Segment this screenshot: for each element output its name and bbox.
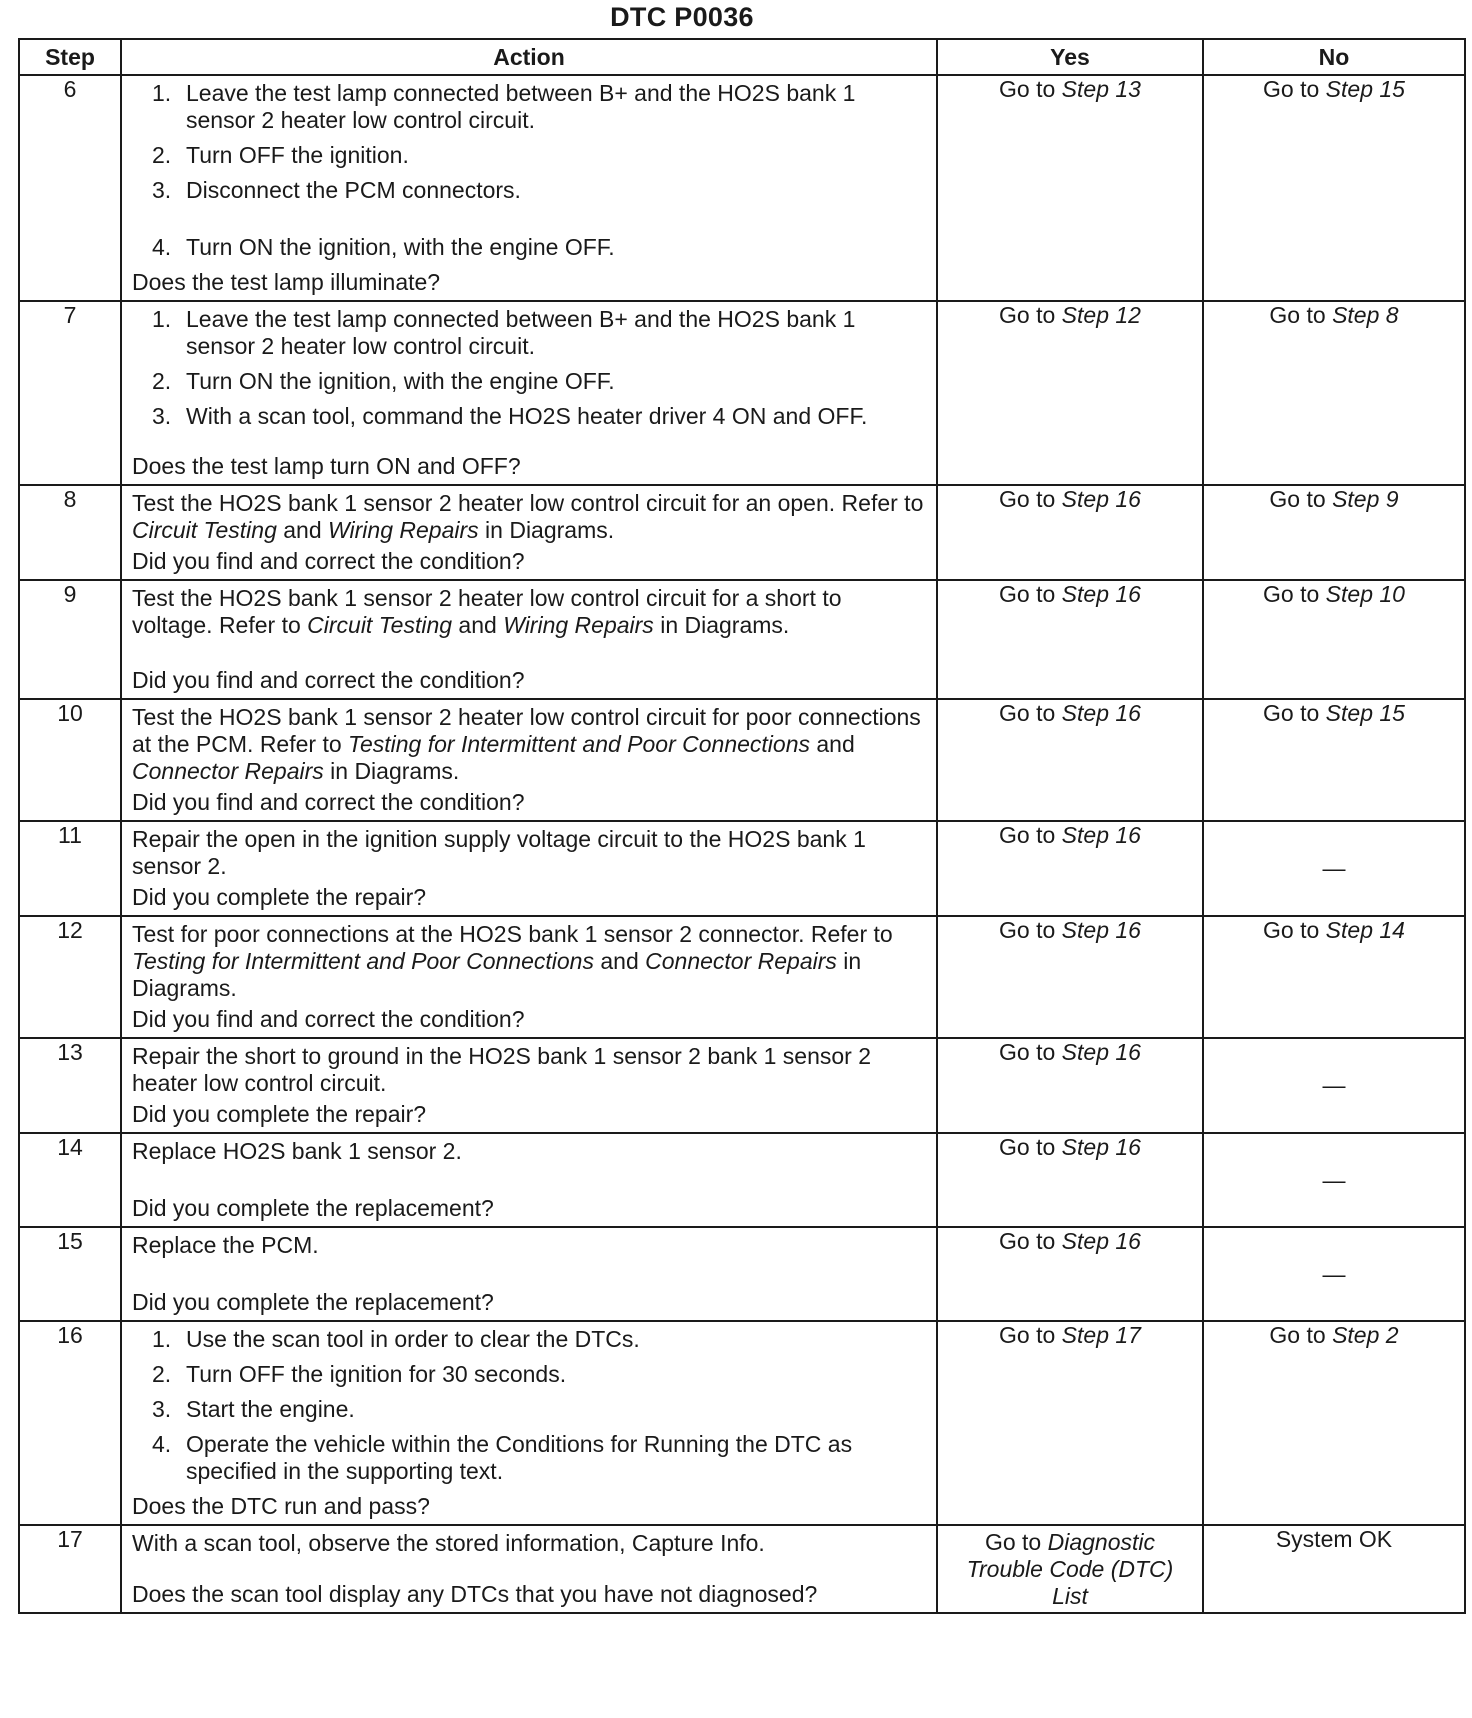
header-action: Action: [121, 39, 937, 75]
procedure-item: [132, 403, 926, 430]
step-number: 14: [19, 1133, 121, 1227]
yes-result-target: Diagnostic Trouble Code (DTC) List: [966, 1528, 1174, 1609]
no-result-prefix: System OK: [1275, 1526, 1393, 1552]
action-question: Did you complete the repair?: [132, 884, 427, 910]
no-result-target: Step 15: [1325, 76, 1405, 102]
yes-result: [937, 699, 1203, 821]
no-result: [1203, 301, 1465, 485]
procedure-item: [132, 80, 926, 134]
no-result-target: Step 15: [1325, 700, 1405, 726]
instruction-text: in Diagrams.: [653, 612, 790, 638]
no-result: [1203, 1321, 1465, 1525]
yes-result: [937, 580, 1203, 699]
action-question: Does the test lamp illuminate?: [132, 269, 441, 295]
no-result-prefix: Go to: [1263, 700, 1326, 726]
yes-result: [937, 1038, 1203, 1133]
step-number: 13: [19, 1038, 121, 1133]
yes-result-prefix: Go to: [999, 917, 1062, 943]
table-row: [19, 1038, 1465, 1133]
instruction-text: Test for poor connections at the HO2S bank 1 sensor 2 connector. Refer to: [132, 921, 893, 947]
no-result-prefix: Go to: [1269, 1322, 1333, 1348]
procedure-item-text: Turn ON the ignition, with the engine OFF.: [186, 234, 615, 260]
yes-result-target: Step 12: [1061, 302, 1141, 328]
no-result: [1203, 1133, 1465, 1227]
procedure-item: [132, 306, 926, 360]
action-instruction: [132, 1232, 926, 1259]
action-cell: [121, 1227, 937, 1321]
no-result-target: Step 10: [1325, 581, 1405, 607]
instruction-text: and: [593, 948, 646, 974]
procedure-list: [132, 1326, 926, 1485]
reference-link-text: Wiring Repairs: [328, 517, 479, 543]
action-cell: [121, 916, 937, 1038]
yes-result-target: Step 16: [1061, 486, 1141, 512]
yes-result-prefix: Go to: [999, 1322, 1062, 1348]
procedure-item-number: 2.: [152, 142, 172, 168]
yes-result: [937, 1525, 1203, 1613]
table-row: [19, 821, 1465, 916]
action-cell: [121, 1321, 937, 1525]
yes-result: [937, 1133, 1203, 1227]
instruction-text: Repair the short to ground in the HO2S bank 1 sensor 2 bank 1 sensor 2 heater low control circuit.: [132, 1043, 871, 1096]
action-cell: [121, 301, 937, 485]
action-instruction: [132, 921, 926, 1002]
yes-result: [937, 1321, 1203, 1525]
yes-result-prefix: Go to: [999, 486, 1062, 512]
yes-result: [937, 821, 1203, 916]
no-result-target: Step 9: [1332, 486, 1399, 512]
action-cell: [121, 75, 937, 301]
yes-result-prefix: Go to: [999, 581, 1062, 607]
yes-result-prefix: Go to: [999, 302, 1062, 328]
action-cell: [121, 1038, 937, 1133]
yes-result-target: Step 13: [1061, 76, 1141, 102]
no-result: [1203, 1038, 1465, 1133]
procedure-list: [132, 80, 926, 261]
yes-result-target: Step 16: [1061, 581, 1141, 607]
no-result: [1203, 821, 1465, 916]
procedure-item-text: Leave the test lamp connected between B+ and the HO2S bank 1 sensor 2 heater low control circuit.: [186, 306, 856, 359]
procedure-item-text: Use the scan tool in order to clear the DTCs.: [186, 1326, 640, 1352]
action-question: Did you complete the repair?: [132, 1101, 427, 1127]
no-result-prefix: Go to: [1263, 917, 1326, 943]
procedure-item-text: With a scan tool, command the HO2S heater driver 4 ON and OFF.: [186, 403, 868, 429]
procedure-item: [132, 177, 926, 204]
yes-result: [937, 75, 1203, 301]
no-result-prefix: Go to: [1263, 581, 1326, 607]
reference-link-text: Connector Repairs: [132, 758, 324, 784]
action-instruction: [132, 826, 926, 880]
step-number: 17: [19, 1525, 121, 1613]
header-no: No: [1203, 39, 1465, 75]
instruction-text: in Diagrams.: [132, 948, 862, 1001]
yes-result-target: Step 16: [1061, 1039, 1141, 1065]
procedure-item-number: 3.: [152, 1396, 172, 1422]
action-instruction: [132, 704, 926, 785]
step-number: 11: [19, 821, 121, 916]
no-result-prefix: Go to: [1269, 486, 1333, 512]
reference-link-text: Testing for Intermittent and Poor Connections: [132, 948, 594, 974]
procedure-item-text: Turn OFF the ignition for 30 seconds.: [186, 1361, 567, 1387]
instruction-text: and: [452, 612, 504, 638]
procedure-list: [132, 306, 926, 430]
procedure-item-text: Operate the vehicle within the Conditions for Running the DTC as specified in the supporting text.: [186, 1431, 853, 1484]
no-result-target: Step 8: [1332, 302, 1399, 328]
instruction-text: Test the HO2S bank 1 sensor 2 heater low control circuit for poor connections at the PCM. Refer to: [132, 704, 921, 757]
reference-link-text: Testing for Intermittent and Poor Connections: [348, 731, 810, 757]
action-instruction: [132, 1043, 926, 1097]
instruction-text: With a scan tool, observe the stored information, Capture Info.: [132, 1530, 765, 1556]
table-row: [19, 580, 1465, 699]
step-number: 8: [19, 485, 121, 580]
action-question: Did you find and correct the condition?: [132, 789, 525, 815]
step-number: 7: [19, 301, 121, 485]
header-row: [19, 39, 1465, 75]
instruction-text: in Diagrams.: [478, 517, 615, 543]
procedure-item-number: 2.: [152, 368, 172, 394]
action-cell: [121, 1525, 937, 1613]
procedure-item-number: 2.: [152, 1361, 172, 1387]
action-question: Did you find and correct the condition?: [132, 548, 525, 574]
table-row: [19, 301, 1465, 485]
no-result-target: Step 14: [1325, 917, 1405, 943]
table-row: [19, 485, 1465, 580]
procedure-item: [132, 1326, 926, 1353]
procedure-item-number: 1.: [152, 1326, 172, 1352]
table-row: [19, 699, 1465, 821]
action-question: Did you find and correct the condition?: [132, 667, 525, 693]
no-result-prefix: Go to: [1269, 302, 1333, 328]
procedure-item-number: 4.: [152, 1431, 172, 1457]
yes-result: [937, 301, 1203, 485]
instruction-text: and: [810, 731, 855, 757]
reference-link-text: Circuit Testing: [132, 517, 277, 543]
no-result-prefix: —: [1322, 855, 1346, 881]
yes-result-target: Step 16: [1061, 822, 1141, 848]
procedure-item-number: 1.: [152, 306, 172, 332]
procedure-item: [132, 142, 926, 169]
yes-result-prefix: Go to: [999, 822, 1062, 848]
instruction-text: Replace HO2S bank 1 sensor 2.: [132, 1138, 462, 1164]
instruction-text: Test the HO2S bank 1 sensor 2 heater low control circuit for a short to voltage. Refer to: [132, 585, 842, 638]
table-row: [19, 75, 1465, 301]
document-title: DTC P0036: [610, 2, 754, 32]
no-result-prefix: —: [1322, 1260, 1346, 1287]
step-number: 9: [19, 580, 121, 699]
yes-result-prefix: Go to: [999, 1134, 1062, 1160]
yes-result: [937, 1227, 1203, 1321]
procedure-item-number: 4.: [152, 234, 172, 260]
instruction-text: Repair the open in the ignition supply voltage circuit to the HO2S bank 1 sensor 2.: [132, 826, 866, 879]
yes-result-prefix: Go to: [984, 1528, 1048, 1555]
yes-result-prefix: Go to: [999, 76, 1062, 102]
table-row: [19, 1525, 1465, 1613]
procedure-item-text: Disconnect the PCM connectors.: [186, 177, 521, 203]
no-result: [1203, 1227, 1465, 1321]
table-row: [19, 1133, 1465, 1227]
procedure-item: [132, 368, 926, 395]
procedure-item: [132, 1431, 926, 1485]
action-cell: [121, 821, 937, 916]
action-question: Did you complete the replacement?: [132, 1289, 494, 1315]
action-question: Does the test lamp turn ON and OFF?: [132, 453, 521, 479]
reference-link-text: Wiring Repairs: [503, 612, 654, 638]
no-result: [1203, 1525, 1465, 1613]
no-result-prefix: —: [1322, 1072, 1346, 1098]
action-instruction: [132, 1138, 926, 1165]
procedure-item-number: 1.: [152, 80, 172, 106]
procedure-item-text: Turn ON the ignition, with the engine OFF.: [186, 368, 615, 394]
action-cell: [121, 699, 937, 821]
yes-result-target: Step 16: [1061, 1134, 1141, 1160]
instruction-text: Test the HO2S bank 1 sensor 2 heater low control circuit for an open. Refer to: [132, 490, 924, 516]
step-number: 6: [19, 75, 121, 301]
action-cell: [121, 485, 937, 580]
yes-result-prefix: Go to: [999, 1228, 1062, 1254]
table-row: [19, 916, 1465, 1038]
action-question: Did you find and correct the condition?: [132, 1006, 525, 1032]
procedure-item: [132, 1361, 926, 1388]
action-cell: [121, 1133, 937, 1227]
no-result: [1203, 75, 1465, 301]
yes-result-prefix: Go to: [999, 1039, 1062, 1065]
yes-result-target: Step 16: [1061, 917, 1141, 943]
yes-result-target: Step 16: [1061, 1228, 1141, 1254]
no-result: [1203, 485, 1465, 580]
procedure-item-text: Leave the test lamp connected between B+ and the HO2S bank 1 sensor 2 heater low control circuit.: [186, 80, 856, 133]
action-instruction: [132, 1530, 926, 1557]
step-number: 15: [19, 1227, 121, 1321]
yes-result: [937, 916, 1203, 1038]
instruction-text: Replace the PCM.: [132, 1232, 319, 1258]
procedure-item-text: Turn OFF the ignition.: [186, 142, 409, 168]
yes-result: [937, 485, 1203, 580]
header-yes: Yes: [937, 39, 1203, 75]
table-row: [19, 1227, 1465, 1321]
no-result: [1203, 580, 1465, 699]
procedure-item-number: 3.: [152, 403, 172, 429]
procedure-item-number: 3.: [152, 177, 172, 203]
no-result: [1203, 916, 1465, 1038]
step-number: 16: [19, 1321, 121, 1525]
reference-link-text: Connector Repairs: [645, 948, 837, 974]
procedure-item: [132, 234, 926, 261]
action-instruction: [132, 490, 926, 544]
table-row: [19, 1321, 1465, 1525]
no-result-target: Step 2: [1332, 1322, 1399, 1348]
instruction-text: in Diagrams.: [323, 758, 460, 784]
action-question: Did you complete the replacement?: [132, 1195, 494, 1221]
header-step: Step: [19, 39, 121, 75]
no-result: [1203, 699, 1465, 821]
instruction-text: and: [276, 517, 329, 543]
action-question: Does the DTC run and pass?: [132, 1493, 430, 1519]
action-cell: [121, 580, 937, 699]
procedure-item-text: Start the engine.: [186, 1396, 355, 1422]
action-question: Does the scan tool display any DTCs that you have not diagnosed?: [132, 1581, 818, 1607]
diagnostic-table: [18, 38, 1466, 1614]
no-result-prefix: —: [1322, 1166, 1346, 1193]
action-instruction: [132, 585, 926, 639]
reference-link-text: Circuit Testing: [307, 612, 453, 638]
step-number: 10: [19, 699, 121, 821]
step-number: 12: [19, 916, 121, 1038]
no-result-prefix: Go to: [1263, 76, 1326, 102]
procedure-item: [132, 1396, 926, 1423]
yes-result-target: Step 17: [1061, 1322, 1141, 1348]
yes-result-prefix: Go to: [999, 700, 1062, 726]
yes-result-target: Step 16: [1061, 700, 1141, 726]
